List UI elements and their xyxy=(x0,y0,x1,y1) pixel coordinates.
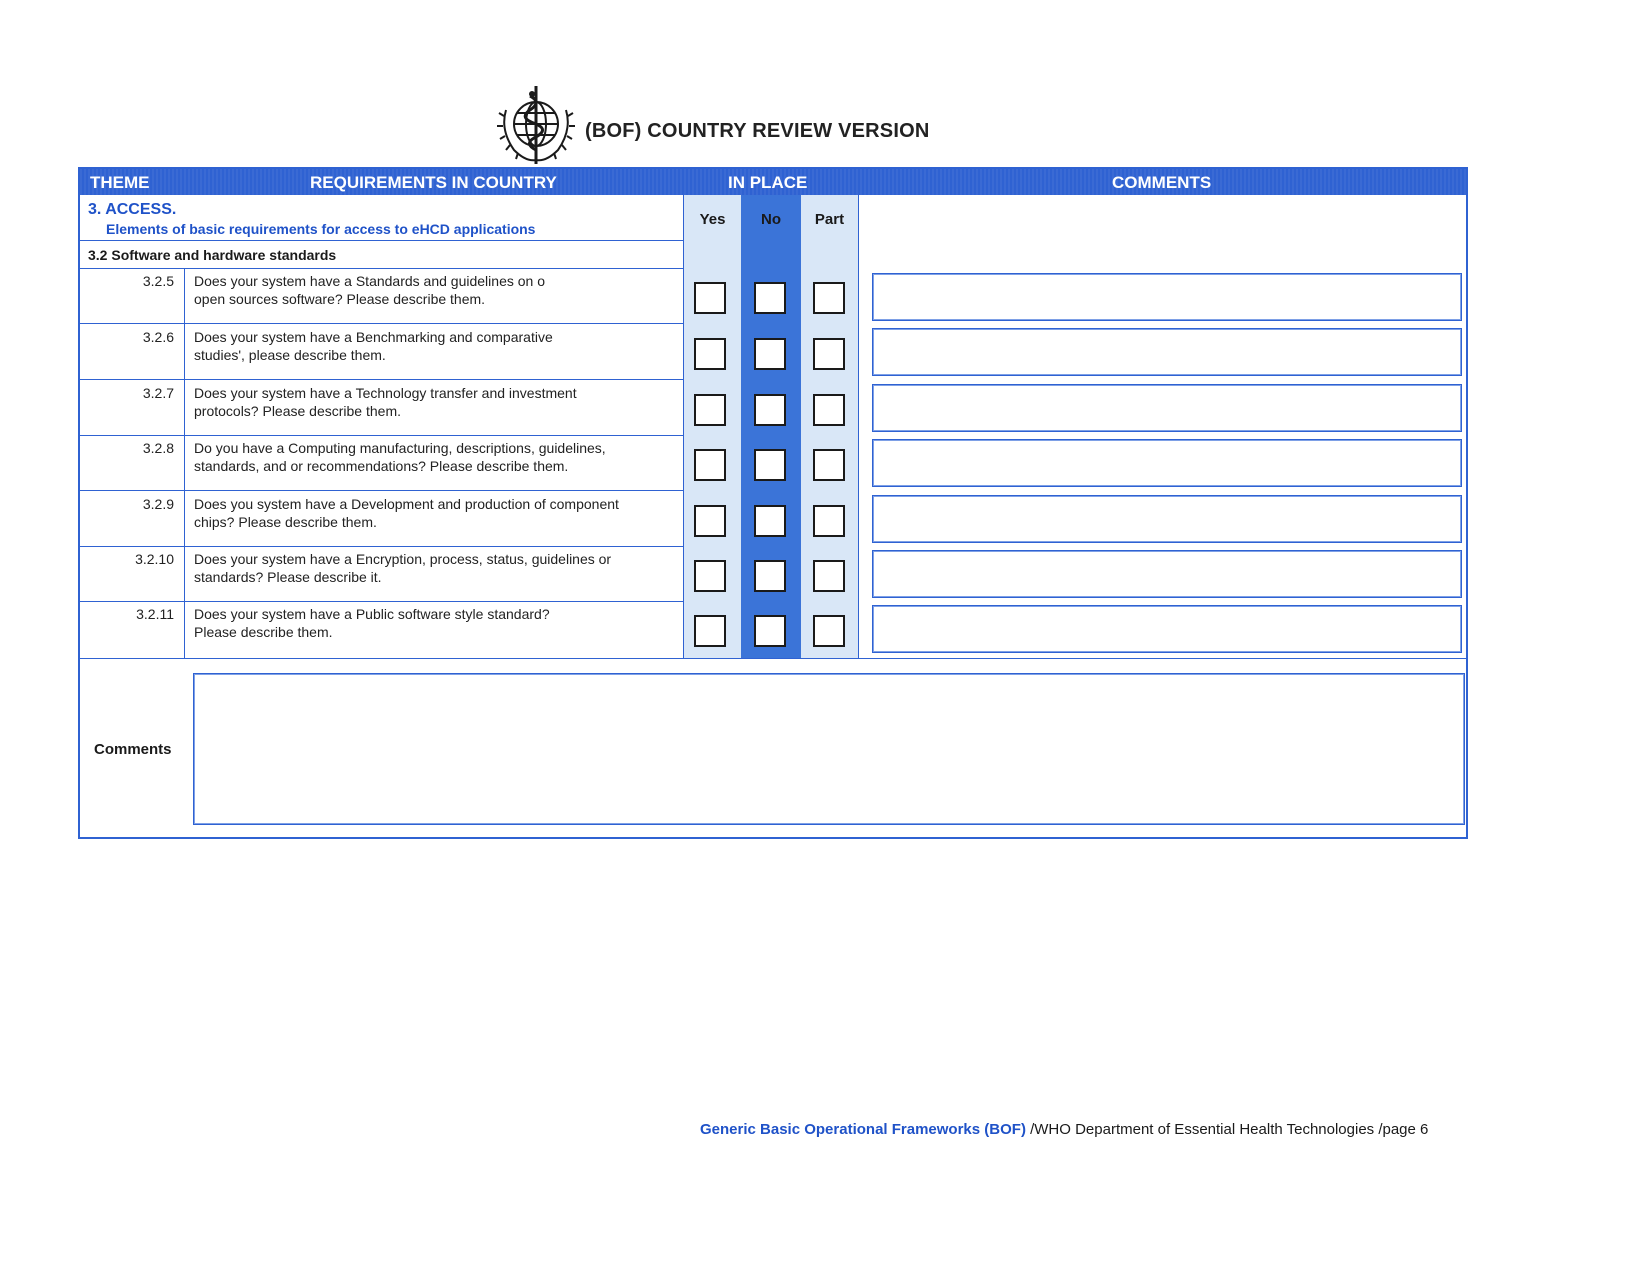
row-number: 3.2.10 xyxy=(135,551,174,567)
footer-series: Generic Basic Operational Frameworks (BOF) xyxy=(700,1121,1026,1138)
checkbox-no[interactable] xyxy=(754,394,786,426)
checkbox-no[interactable] xyxy=(754,282,786,314)
divider xyxy=(80,601,683,602)
who-emblem-icon xyxy=(492,80,580,168)
checkbox-part[interactable] xyxy=(813,560,845,592)
row-comment-field[interactable] xyxy=(872,328,1462,376)
document-title: (BOF) COUNTRY REVIEW VERSION xyxy=(585,120,930,142)
checkbox-yes[interactable] xyxy=(694,505,726,537)
row-question: Does your system have a Encryption, process, status, guidelines or standards? Please describe it. xyxy=(194,551,612,585)
checkbox-yes[interactable] xyxy=(694,615,726,647)
subsection-title: 3.2 Software and hardware standards xyxy=(88,247,337,263)
checkbox-yes[interactable] xyxy=(694,560,726,592)
row-number: 3.2.7 xyxy=(142,385,174,401)
row-number: 3.2.5 xyxy=(142,273,174,289)
divider xyxy=(80,379,683,380)
row-comment-field[interactable] xyxy=(872,495,1462,543)
checkbox-yes[interactable] xyxy=(694,449,726,481)
divider xyxy=(80,323,683,324)
comments-label: Comments xyxy=(94,741,172,758)
row-number: 3.2.8 xyxy=(142,440,174,456)
divider xyxy=(80,240,683,241)
checkbox-part[interactable] xyxy=(813,615,845,647)
section-heading xyxy=(88,201,535,237)
footer-rest: /WHO Department of Essential Health Technologies /page 6 xyxy=(1025,1121,1429,1138)
checkbox-no[interactable] xyxy=(754,615,786,647)
checkbox-no[interactable] xyxy=(754,560,786,592)
page-footer xyxy=(700,1121,1428,1138)
divider xyxy=(184,268,185,658)
header-comments: COMMENTS xyxy=(1112,173,1212,192)
checkbox-part[interactable] xyxy=(813,282,845,314)
row-question: Do you have a Computing manufacturing, descriptions, guidelines, standards, and or recommendations? Please describe them. xyxy=(194,440,606,474)
row-question: Does your system have a Benchmarking and comparative studies', please describe them. xyxy=(194,329,553,363)
divider xyxy=(80,658,1466,659)
header-theme: THEME xyxy=(90,173,150,192)
row-question: Does you system have a Development and production of component chips? Please describe them. xyxy=(194,496,619,530)
checkbox-part[interactable] xyxy=(813,505,845,537)
checkbox-part[interactable] xyxy=(813,394,845,426)
row-comment-field[interactable] xyxy=(872,550,1462,598)
header-requirements: REQUIREMENTS IN COUNTRY xyxy=(310,173,557,192)
divider xyxy=(80,546,683,547)
row-number: 3.2.6 xyxy=(142,329,174,345)
checkbox-yes[interactable] xyxy=(694,394,726,426)
row-number: 3.2.11 xyxy=(136,606,174,622)
checkbox-part[interactable] xyxy=(813,338,845,370)
divider xyxy=(80,435,683,436)
checkbox-yes[interactable] xyxy=(694,338,726,370)
divider xyxy=(80,268,683,269)
row-comment-field[interactable] xyxy=(872,439,1462,487)
row-comment-field[interactable] xyxy=(872,384,1462,432)
section-title: 3. ACCESS. xyxy=(88,201,177,218)
general-comments-field[interactable] xyxy=(193,673,1465,825)
checkbox-no[interactable] xyxy=(754,449,786,481)
row-comment-field[interactable] xyxy=(872,273,1462,321)
table-header xyxy=(80,169,1466,195)
column-no-label: No xyxy=(761,211,781,228)
column-yes-label: Yes xyxy=(699,211,726,228)
column-part-label: Part xyxy=(814,211,845,228)
checkbox-no[interactable] xyxy=(754,338,786,370)
section-subtitle: Elements of basic requirements for access to eHCD applications xyxy=(106,221,536,237)
divider xyxy=(80,490,683,491)
review-table xyxy=(78,167,1468,839)
row-question: Does your system have a Standards and guidelines on o open sources software? Please describe them. xyxy=(194,273,545,307)
row-number: 3.2.9 xyxy=(142,496,174,512)
checkbox-yes[interactable] xyxy=(694,282,726,314)
row-question: Does your system have a Public software style standard? Please describe them. xyxy=(194,606,550,640)
header-in-place: IN PLACE xyxy=(728,173,808,192)
row-comment-field[interactable] xyxy=(872,605,1462,653)
row-question: Does your system have a Technology transfer and investment protocols? Please describe them. xyxy=(194,385,577,419)
checkbox-part[interactable] xyxy=(813,449,845,481)
checkbox-no[interactable] xyxy=(754,505,786,537)
